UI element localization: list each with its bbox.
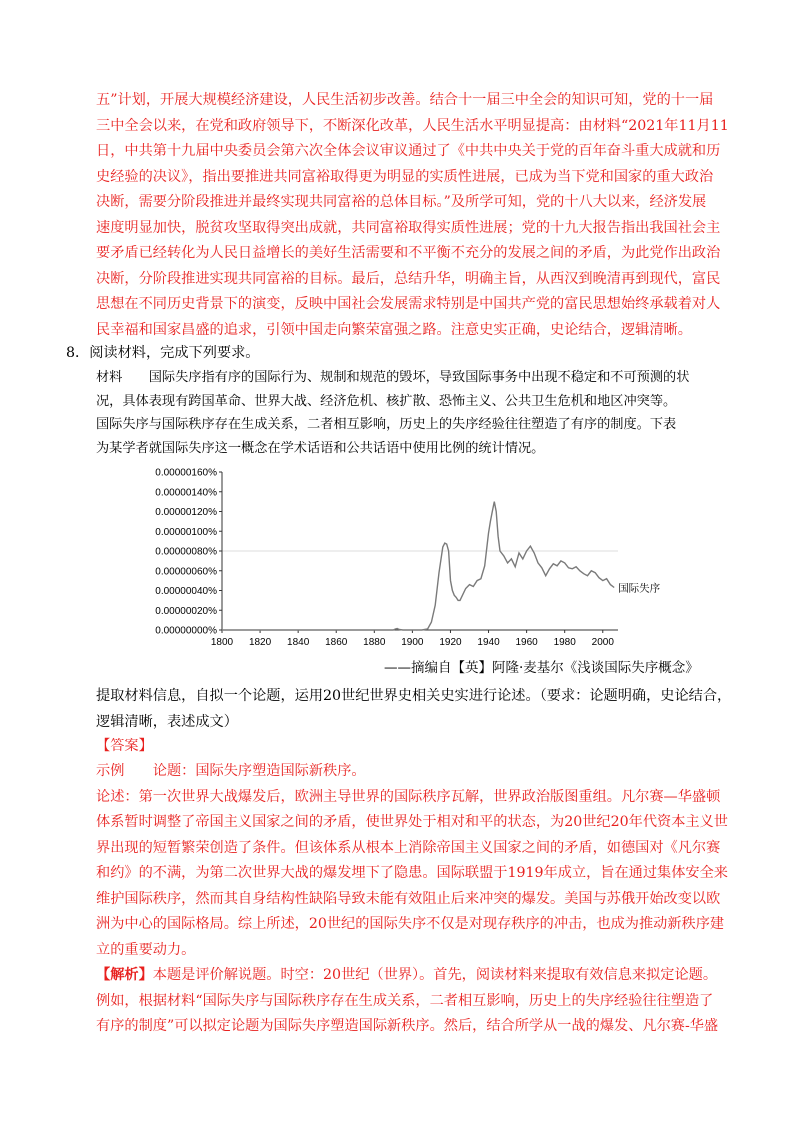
answer-example-line: 体系暂时调整了帝国主义国家之间的矛盾，使世界处于相对和平的状态，为20世纪20年代资本主义世 [96,814,728,830]
x-tick-label: 1940 [477,637,500,648]
x-tick-label: 2000 [591,637,614,648]
y-tick-label: 0.00000100% [155,526,217,538]
answer-header: 【答案】 [96,738,153,754]
x-tick-label: 1860 [325,637,348,648]
previous-answer-continuation [96,88,729,343]
answer-analysis-line [96,963,718,989]
previous-answer-line: 民幸福和国家昌盛的追求，引领中国走向繁荣富强之路。注意史实正确，史论结合，逻辑清晰。 [96,321,692,338]
answer-example [96,759,728,963]
series-label: 国际失序 [618,582,661,595]
question-8-stem [66,341,259,366]
y-tick-label: 0.00000120% [155,507,217,518]
y-tick-label: 0.00000080% [155,546,217,558]
answer-analysis [96,963,719,1040]
y-tick-label: 0.00000040% [155,586,217,597]
previous-answer-line: 要矛盾已经转化为人民日益增长的美好生活需要和不平衡不充分的发展之间的矛盾，为此党作出政治 [96,245,721,261]
previous-answer-line: 思想在不同历史背景下的演变，反映中国社会发展需求特别是中国共产党的富民思想始终承载着对人 [96,296,721,312]
answer-example-line: 论述：第一次世界大战爆发后，欧洲主导世界的国际秩序瓦解，世界政治版图重组。凡尔赛—华盛顿 [96,788,721,805]
previous-answer-line: 决断，分阶段推进实现共同富裕的目标。最后，总结升华，明确主旨，从西汉到晚清再到现代，富民 [96,270,721,287]
y-tick-label: 0.00000140% [155,487,217,499]
answer-analysis-line: 例如，根据材料“国际失序与国际秩序存在生成关系，二者相互影响，历史上的失序经验往往塑造了 [96,992,714,1009]
analysis-label: 【解析】 [96,967,153,983]
y-tick-label: 0.00000060% [155,566,217,578]
answer-example-line: 界出现的短暂繁荣创造了条件。但该体系从根本上消除帝国主义国家之间的矛盾，如德国对《凡尔赛 [96,839,721,856]
material-line: 材料 国际失序指有序的国际行为、规制和规范的毁坏，导致国际事务中出现不稳定和不可预测的状 [96,370,690,385]
answer-example-line: 维护国际秩序，然而其自身结构性缺陷导致未能有效阻止后来冲突的爆发。美国与苏俄开始改变以欧 [96,890,721,907]
x-tick-label: 1880 [363,637,386,648]
material-line: 为某学者就国际失序这一概念在学术话语和公共话语中使用比例的统计情况。 [96,440,545,456]
x-tick-label: 1920 [439,637,462,648]
question-number: 8． [66,345,90,361]
previous-answer-line: 三中全会以来，在党和政府领导下，不断深化改革，人民生活水平明显提高：由材料“2021年11月11 [96,117,729,134]
material-citation: ——摘编自【英】阿隆·麦基尔《浅谈国际失序概念》 [384,660,699,676]
x-tick-label: 1820 [248,637,272,648]
usage-ratio-line-chart [148,462,688,652]
x-tick-label: 1960 [515,637,538,648]
x-tick-label: 1900 [401,637,424,648]
previous-answer-line: 速度明显加快，脱贫攻坚取得突出成就，共同富裕取得实质性进展；党的十九大报告指出我国社会主 [96,219,721,236]
y-tick-label: 0.00000000% [155,625,217,637]
answer-example-line: 示例 论题：国际失序塑造国际新秩序。 [96,763,366,779]
previous-answer-line: 决断，需要分阶段推进并最终实现共同富裕的总体目标。”及所学可知，党的十八大以来，经济发展 [96,194,707,210]
material-text [96,366,716,460]
material-line: 国际失序与国际秩序存在生成关系，二者相互影响，历史上的失序经验往往塑造了有序的制度。下表 [96,417,677,432]
y-tick-label: 0.00000160% [155,467,217,479]
question-task [96,684,732,735]
answer-example-line: 洲为中心的国际格局。综上所述，20世纪的国际失序不仅是对现存秩序的冲击，也成为推动新秩序建 [96,916,725,932]
y-tick-label: 0.00000020% [155,605,217,617]
series-line-international-disorder [222,502,614,630]
analysis-text: 本题是评价解说题。时空：20世纪（世界）。首先，阅读材料来提取有效信息来拟定论题。 [152,967,718,983]
answer-example-line: 立的重要动力。 [96,941,196,958]
answer-analysis-line: 有序的制度”可以拟定论题为国际失序塑造国际新秩序。然后，结合所学从一战的爆发、凡尔赛-华盛 [96,1018,719,1034]
previous-answer-line: 日，中共第十九届中央委员会第六次全体会议审议通过了《中共中央关于党的百年奋斗重大成就和历 [96,143,721,159]
answer-example-line: 和约》的不满，为第二次世界大战的爆发埋下了隐患。国际联盟于1919年成立，旨在通过集体安全来 [96,865,728,881]
task-line: 提取材料信息，自拟一个论题，运用20世纪世界史相关史实进行论述。（要求：论题明确，史论结合， [96,688,732,704]
x-tick-label: 1800 [210,637,234,648]
previous-answer-line: 史经验的决议》，指出要推进共同富裕取得更为明显的实质性进展，已成为当下党和国家的重大政治 [96,168,714,185]
previous-answer-line: 五”计划，开展大规模经济建设，人民生活初步改善。结合十一届三中全会的知识可知，党的十一届 [96,92,714,108]
x-tick-label: 1980 [553,637,576,648]
question-prompt: 阅读材料，完成下列要求。 [89,345,260,361]
x-tick-label: 1840 [287,637,310,648]
material-line: 况，具体表现有跨国革命、世界大战、经济危机、核扩散、恐怖主义、公共卫生危机和地区冲突等。 [96,393,677,409]
task-line: 逻辑清晰，表述成文） [96,713,238,730]
